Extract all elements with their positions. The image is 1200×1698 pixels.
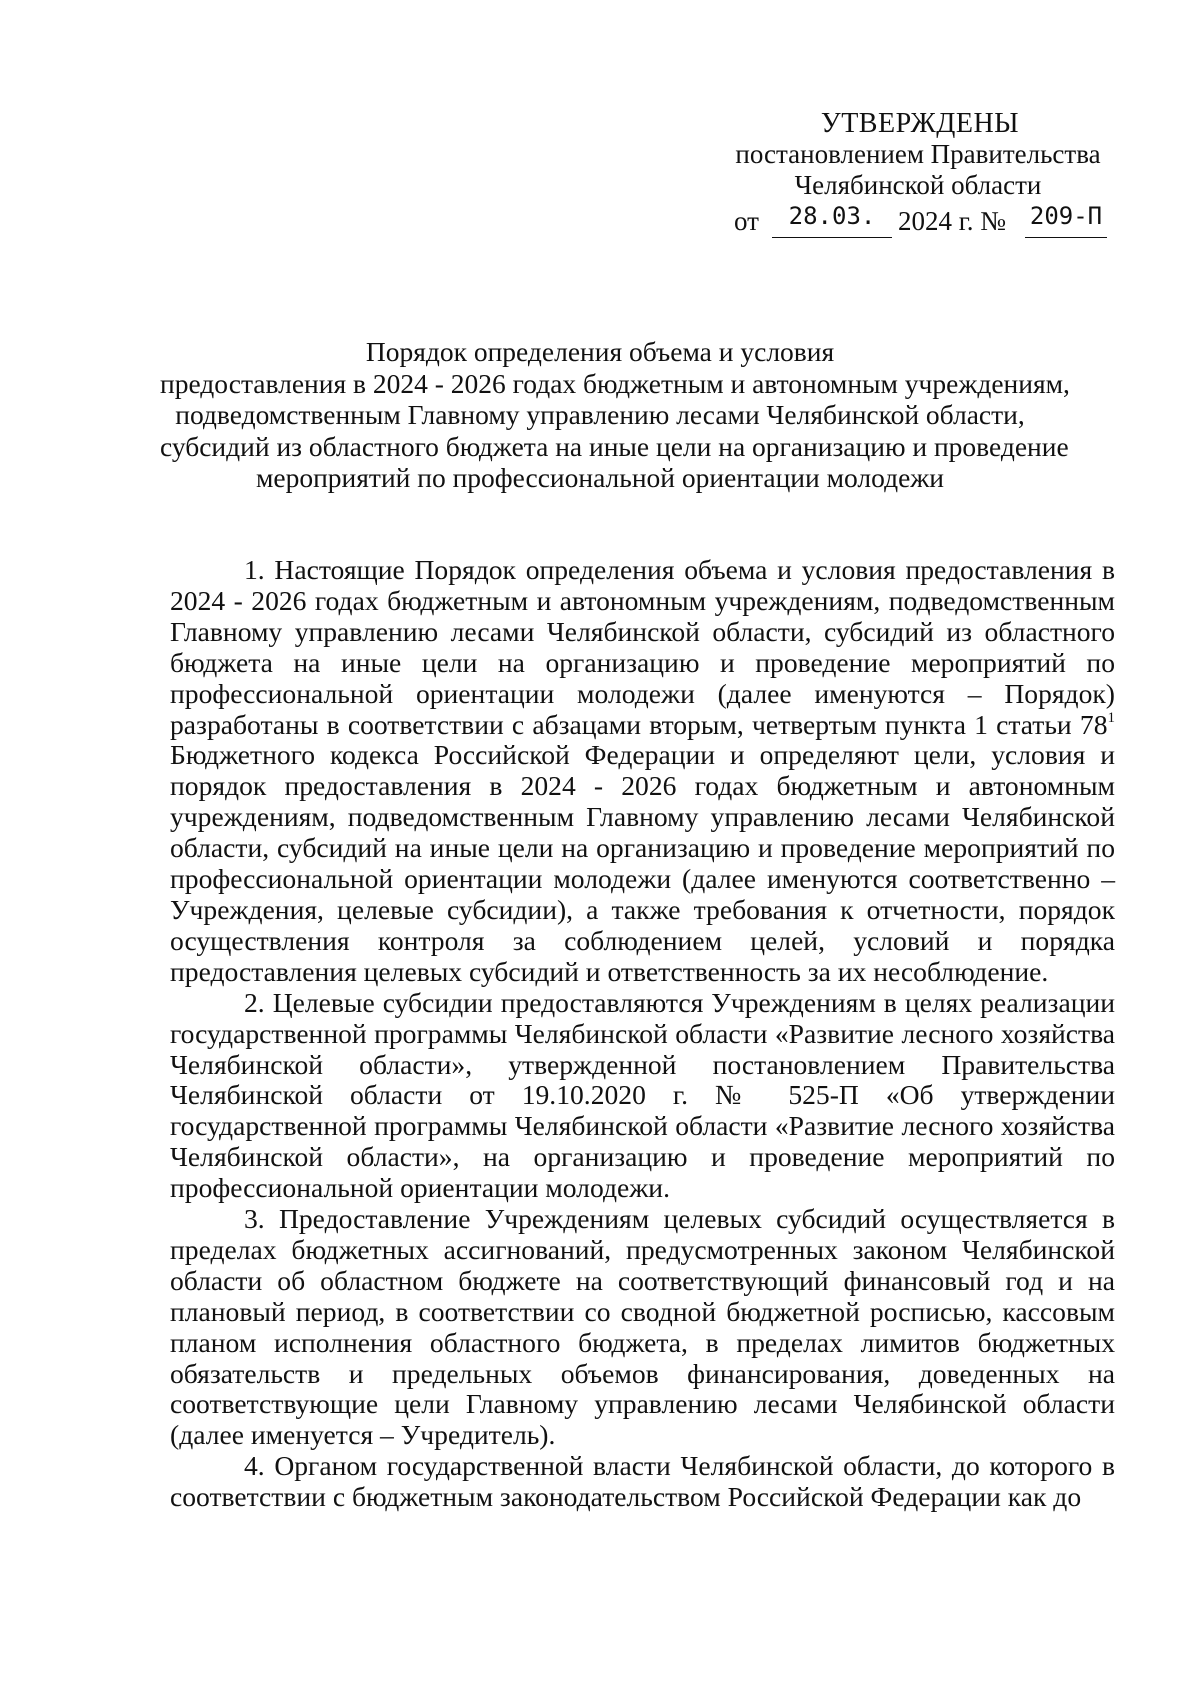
title-line: мероприятий по профессиональной ориентации молодежи	[255, 462, 944, 493]
article-superscript: 1	[1107, 709, 1115, 726]
approval-title: УТВЕРЖДЕНЫ	[820, 108, 1020, 139]
document-body	[170, 555, 1115, 1513]
paragraph-1-part-b: Бюджетного кодекса Российской Федерации и определяют цели, условия и порядок предоставления в 2024 - 2026 годах бюджетным и автономным учреждениям, подведомственным Главному управлению лесами Челябинской области, субсидий на иные цели на организацию и проведение мероприятий по профессиональной ориентации молодежи (далее именуются соответственно – Учреждения, целевые субсидии), а также требования к отчетности, порядок осуществления контроля за соблюдением целей, условий и порядка предоставления целевых субсидий и ответственность за их несоблюдение.	[170, 739, 1115, 987]
document-title	[160, 336, 1070, 494]
title-line: субсидий из областного бюджета на иные цели на организацию и проведение	[160, 430, 1069, 462]
approval-date-line	[734, 203, 1110, 239]
approval-line-resolution: постановлением Правительства	[735, 139, 1101, 169]
paragraph-1-part-a: 1. Настоящие Порядок определения объема и условия предоставления в 2024 - 2026 годах бюджетным и автономным учреждениям, подведомственным Главному управлению лесами Челябинской области, субсидий из областного бюджета на иные цели на организацию и проведение мероприятий по профессиональной ориентации молодежи (далее именуются – Порядок) разработаны в соответствии с абзацами вторым, четвертым пункта 1 статьи 78	[170, 554, 1115, 740]
title-line: подведомственным Главному управлению лесами Челябинской области,	[175, 399, 1025, 430]
approval-date-field: 28.03.	[772, 203, 892, 238]
paragraph-3: 3. Предоставление Учреждениям целевых субсидий осуществляется в пределах бюджетных ассигнований, предусмотренных законом Челябинской области об областном бюджете на соответствующий финансовый год и на плановый период, в соответствии со сводной бюджетной росписью, кассовым планом исполнения областного бюджета, в пределах лимитов бюджетных обязательств и предельных объемов финансирования, доведенных на соответствующие цели Главному управлению лесами Челябинской области (далее именуется – Учредитель).	[170, 1203, 1115, 1451]
approval-from-word: от	[734, 206, 759, 236]
approval-year-text: 2024 г. №	[898, 206, 1007, 236]
paragraph-1	[170, 555, 1115, 988]
approval-line-region: Челябинской области	[794, 170, 1042, 200]
approval-block	[728, 108, 1108, 201]
title-line: Порядок определения объема и условия	[365, 336, 835, 367]
paragraph-2: 2. Целевые субсидии предоставляются Учреждениям в целях реализации государственной программы Челябинской области «Развитие лесного хозяйства Челябинской области», утвержденной постановлением Правительства Челябинской области от 19.10.2020 г. № 525-П «Об утверждении государственной программы Челябинской области «Развитие лесного хозяйства Челябинской области», на организацию и проведение мероприятий по профессиональной ориентации молодежи.	[170, 986, 1115, 1204]
approval-number-field: 209-П	[1025, 203, 1107, 238]
title-line: предоставления в 2024 - 2026 годах бюджетным и автономным учреждениям,	[160, 367, 1070, 399]
paragraph-4: 4. Органом государственной власти Челябинской области, до которого в соответствии с бюджетным законодательством Российской Федерации как до	[170, 1450, 1115, 1513]
